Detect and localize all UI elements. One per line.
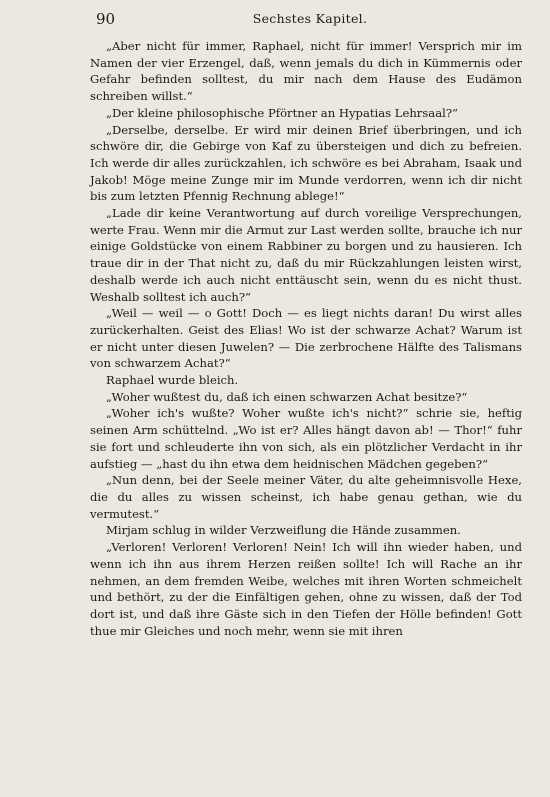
paragraph: „Der kleine philosophische Pförtner an Hypatias Lehrsaal?“ bbox=[106, 105, 458, 120]
paragraph: „Nun denn, bei der Seele meiner Väter, du alte geheimnisvolle Hexe, die du alles zu wissen scheinst, ich habe genau gethan, wie du vermutest.“ bbox=[90, 473, 522, 521]
body-text bbox=[90, 38, 522, 639]
paragraph: „Verloren! Verloren! Verloren! Nein! Ich will ihn wieder haben, und wenn ich ihn aus ihrem Herzen reißen sollte! Ich will Rache an ihr nehmen, an dem fremden Weibe, welches mit ihren Worten schmeichelt und bethört, zu der die Einfältigen gehen, ohne zu wissen, daß der Tod dort ist, und daß ihre Gäste sich in den Tiefen der Hölle befinden! Gott thue mir Gleiches und noch mehr, wenn sie mit ihren bbox=[90, 540, 522, 638]
paragraph: „Lade dir keine Verantwortung auf durch voreilige Versprechungen, werte Frau. Wenn mir die Armut zur Last werden sollte, brauche ich nur einige Goldstücke von einem Rabbiner zu borgen und zu hausieren. Ich traue dir in der That nicht zu, daß du mir Rückzahlungen leisten wirst, deshalb werde ich auch nicht enttäuscht sein, wenn du es nicht thust. Weshalb solltest ich auch?“ bbox=[90, 206, 522, 304]
paragraph: Mirjam schlug in wilder Verzweiflung die Hände zusammen. bbox=[106, 523, 461, 538]
paragraph: „Woher wußtest du, daß ich einen schwarzen Achat besitze?“ bbox=[106, 389, 468, 404]
page-header bbox=[90, 10, 530, 32]
paragraph: „Aber nicht für immer, Raphael, nicht für immer! Versprich mir im Namen der vier Erzengel, daß, wenn jemals du dich in Kümmernis oder Gefahr befinden solltest, du mir nach dem Hause des Eudämon schreiben willst.“ bbox=[90, 39, 522, 104]
paragraph: „Weil — weil — o Gott! Doch — es liegt nichts daran! Du wirst alles zurückerhalten. Geist des Elias! Wo ist der schwarze Achat? Warum ist er nicht unter diesen Juwelen? — Die zerbrochene Hälfte des Talismans von schwarzem Achat?“ bbox=[90, 306, 522, 371]
paragraph: „Woher ich's wußte? Woher wußte ich's nicht?“ schrie sie, heftig seinen Arm schüttelnd. „Wo ist er? Alles hängt davon ab! — Thor!“ fuhr sie fort und schleuderte ihn von sich, als ein plötzlicher Verdacht in ihr aufstieg — „hast du ihn etwa dem heidnischen Mädchen gegeben?“ bbox=[90, 406, 522, 471]
page-number: 90 bbox=[96, 10, 116, 28]
running-title: Sechstes Kapitel. bbox=[252, 11, 368, 26]
paragraph: „Derselbe, derselbe. Er wird mir deinen Brief überbringen, und ich schwöre dir, die Gebirge von Kaf zu übersteigen und dich zu befreien. Ich werde dir alles zurückzahlen, ich schwöre es bei Abraham, Isaak und Jakob! Möge meine Zunge mir im Munde verdorren, wenn ich dir nicht bis zum letzten Pfennig Rechnung ablege!“ bbox=[90, 122, 522, 204]
paragraph: Raphael wurde bleich. bbox=[106, 373, 239, 388]
